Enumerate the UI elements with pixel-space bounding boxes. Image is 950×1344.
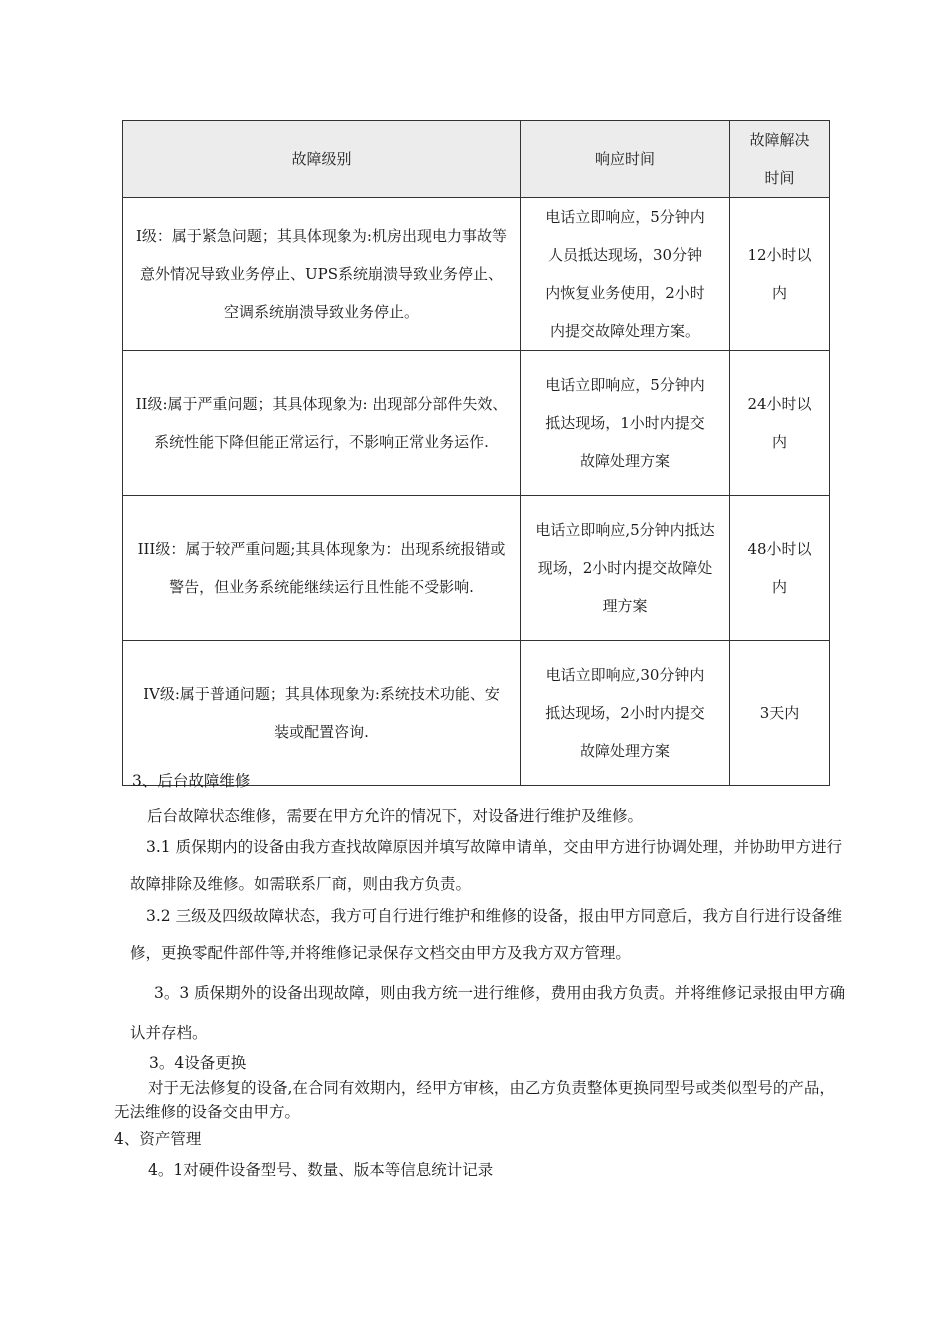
resolve-cell: 48小时以内 (730, 496, 830, 641)
resolve-cell: 12小时以内 (730, 198, 830, 351)
fault-level-cell: IV级:属于普通问题；其具体现象为:系统技术功能、安装或配置咨询. (123, 641, 521, 786)
fault-level-cell (123, 351, 521, 496)
section-4-title: 4、资产管理 (114, 1130, 202, 1148)
header-resolve-time: 故障解决时间 (730, 121, 830, 198)
section-3-4-title: 3。4设备更换 (149, 1054, 247, 1072)
header-fault-level: 故障级别 (123, 121, 521, 198)
section-3-1: 3.1 质保期内的设备由我方查找故障原因并填写故障申请单，交由甲方进行协调处理，并协助甲方进行故障排除及维修。如需联系厂商，则由我方负责。 (130, 838, 843, 893)
fault-level-cell: III级：属于较严重问题;其具体现象为：出现系统报错或警告，但业务系统能继续运行且性能不受影响. (123, 496, 521, 641)
response-cell: 电话立即响应，5分钟内人员抵达现场，30分钟内恢复业务使用，2小时内提交故障处理方案。 (521, 198, 730, 351)
fault-level-table (122, 120, 830, 786)
table-header-row (123, 121, 830, 198)
section-3-title: 3、后台故障维修 (132, 772, 251, 790)
fault-level-cell: I级：属于紧急问题；其具体现象为:机房出现电力事故等意外情况导致业务停止、UPS系统崩溃导致业务停止、空调系统崩溃导致业务停止。 (123, 198, 521, 351)
section-3-3: 3。3 质保期外的设备出现故障，则由我方统一进行维修，费用由我方负责。并将维修记录报由甲方确认并存档。 (130, 984, 846, 1042)
table-row (123, 496, 830, 641)
response-cell: 电话立即响应，5分钟内抵达现场，1小时内提交故障处理方案 (521, 351, 730, 496)
table-row (123, 198, 830, 351)
fault-level-title: II级:属于严重问题；其具体现象为: (135, 395, 368, 413)
section-3-2: 3.2 三级及四级故障状态，我方可自行进行维护和维修的设备，报由甲方同意后，我方自行进行设备维修，更换零配件部件等,并将维修记录保存文档交由甲方及我方双方管理。 (130, 907, 843, 962)
table-row (123, 641, 830, 786)
section-4-1: 4。1对硬件设备型号、数量、版本等信息统计记录 (148, 1161, 494, 1179)
table-row (123, 351, 830, 496)
section-3-4-body: 对于无法修复的设备,在合同有效期内，经甲方审核，由乙方负责整体更换同型号或类似型号的产品，无法维修的设备交由甲方。 (114, 1079, 835, 1121)
resolve-cell: 3天内 (730, 641, 830, 786)
response-cell: 电话立即响应,30分钟内抵达现场，2小时内提交故障处理方案 (521, 641, 730, 786)
section-3-intro: 后台故障状态维修，需要在甲方允许的情况下，对设备进行维护及维修。 (147, 807, 644, 825)
response-cell: 电话立即响应,5分钟内抵达现场，2小时内提交故障处理方案 (521, 496, 730, 641)
fault-level-detail: 出现部分部件失效、系统性能下降但能正常运行，不影响正常业务运作. (154, 395, 508, 451)
header-response-time: 响应时间 (521, 121, 730, 198)
resolve-cell: 24小时以内 (730, 351, 830, 496)
